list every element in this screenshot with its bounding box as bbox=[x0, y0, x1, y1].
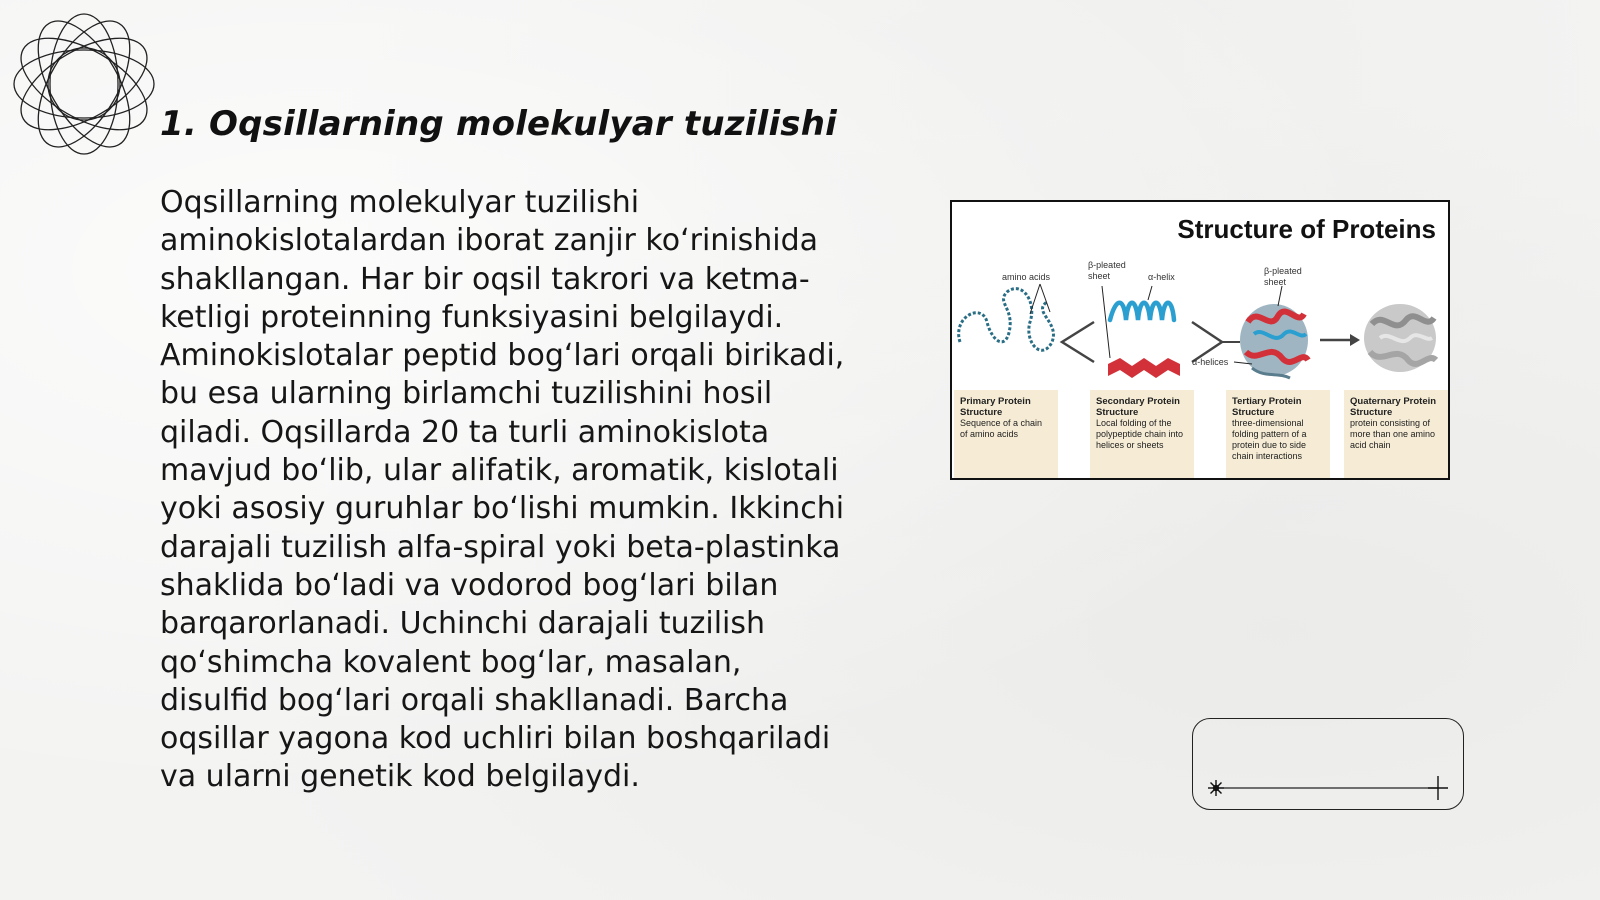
stage-tertiary bbox=[1226, 390, 1330, 478]
stage-primary bbox=[954, 390, 1058, 478]
stage-description: Sequence of a chain of amino acids bbox=[960, 418, 1043, 439]
annotation-beta-sheet-tertiary: β-pleated sheet bbox=[1264, 266, 1302, 287]
stage-description: Local folding of the polypeptide chain into helices or sheets bbox=[1096, 418, 1184, 450]
star-cross-icon bbox=[1428, 776, 1448, 800]
slide-title: 1. Oqsillarning molekulyar tuzilishi bbox=[160, 104, 837, 144]
annotation-alpha-helix: α-helix bbox=[1148, 272, 1175, 282]
quaternary-complex-icon bbox=[1364, 304, 1436, 372]
stage-name: Tertiary Protein Structure bbox=[1232, 396, 1302, 418]
beta-sheet-icon bbox=[1108, 358, 1180, 378]
stage-description: three-dimensional folding pattern of a protein due to side chain interactions bbox=[1232, 418, 1307, 461]
annotation-alpha-helices: α-helices bbox=[1192, 357, 1229, 367]
stage-name: Primary Protein Structure bbox=[960, 396, 1031, 418]
stage-secondary bbox=[1090, 390, 1194, 478]
figure-title: Structure of Proteins bbox=[1177, 214, 1436, 244]
annotation-beta-sheet: β-pleated sheet bbox=[1088, 260, 1126, 281]
chevron-left-icon bbox=[1062, 322, 1094, 362]
sparkle-icon bbox=[1208, 780, 1224, 796]
stage-name: Secondary Protein Structure bbox=[1096, 396, 1180, 418]
stage-quaternary bbox=[1344, 390, 1448, 478]
arrow-right-icon bbox=[1350, 334, 1360, 346]
tertiary-fold-icon bbox=[1240, 304, 1308, 378]
annotation-amino-acids: amino acids bbox=[1002, 272, 1051, 282]
amino-acid-chain-icon bbox=[959, 289, 1054, 351]
stage-description: protein consisting of more than one amino acid chain bbox=[1350, 418, 1436, 450]
stage-name: Quaternary Protein Structure bbox=[1350, 396, 1437, 418]
chevron-right-icon bbox=[1192, 322, 1222, 362]
decorative-card bbox=[1192, 718, 1464, 810]
protein-structure-figure bbox=[950, 200, 1450, 480]
alpha-helix-icon bbox=[1110, 303, 1174, 320]
spirograph-rosette-icon bbox=[10, 10, 158, 158]
slide-body-text: Oqsillarning molekulyar tuzilishi aminokislotalardan iborat zanjir ko‘rinishida shakllangan. Har bir oqsil takrori va ketma-ketligi proteinning funksiyasini belgilaydi. Aminokislotalar peptid bog‘lari orqali birikadi, bu esa ularning birlamchi tuzilishini hosil qiladi. Oqsillarda 20 ta turli aminokislota mavjud bo‘lib, ular alifatik, aromatik, kislotali yoki asosiy guruhlar bo‘lishi mumkin. Ikkinchi darajali tuzilish alfa-spiral yoki beta-plastinka shaklida bo‘ladi va vodorod bog‘lari bilan barqarorlanadi. Uchinchi darajali tuzilish qo‘shimcha kovalent bog‘lar, masalan, disulfid bog‘lari orqali shakllanadi. Barcha oqsillar yagona kod uchliri bilan boshqariladi va ularni genetik kod belgilaydi. bbox=[160, 185, 845, 795]
